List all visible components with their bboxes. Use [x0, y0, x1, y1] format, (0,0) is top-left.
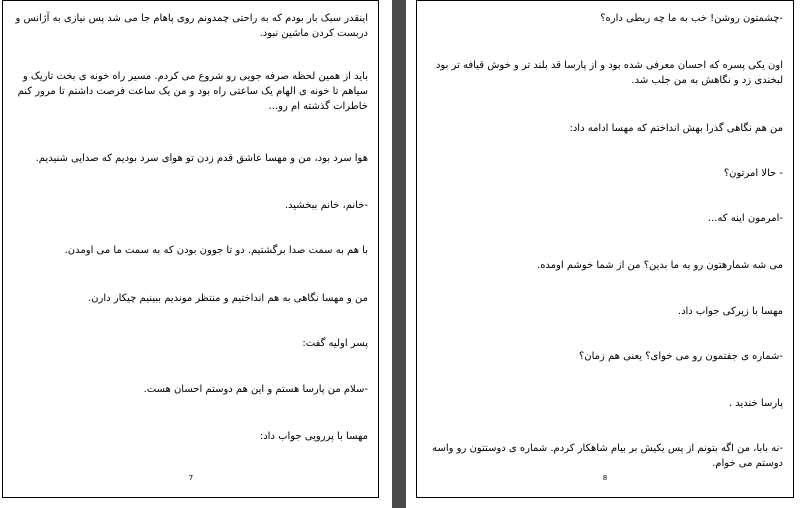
- paragraph: مهسا با زیرکی جواب داد.: [677, 306, 783, 317]
- document-page-7: [2, 0, 379, 498]
- paragraph: من هم نگاهی گذرا بهش انداختم که مهسا ادامه داد:: [569, 123, 783, 134]
- page-number: 7: [188, 474, 194, 482]
- paragraph: -شماره ی جفتمون رو می خوای؟ یعنی هم زمان؟: [578, 351, 783, 362]
- paragraph: اون یکی پسره که احسان معرفی شده بود و از پارسا قد بلند تر و خوش قیافه تر بود لبخندی زد و نگاهش به من جلب شد.: [435, 60, 783, 86]
- paragraph: پسر اولیه گفت:: [302, 338, 368, 349]
- paragraph: -سلام من پارسا هستم و این هم دوستم احسان هست.: [143, 384, 368, 395]
- paragraph: مهسا با پررویی جواب داد:: [259, 431, 368, 442]
- paragraph: اینقدر سبک بار بودم که به راحتی چمدونم روی پاهام جا می شد پس نیازی به آژانس و دربست کردن ماشین نبود.: [15, 13, 368, 39]
- page-number: 8: [602, 474, 608, 482]
- paragraph: با هم به سمت صدا برگشتیم. دو تا جوون بودن که به سمت ما می اومدن.: [64, 245, 368, 256]
- paragraph: -خانم، خانم ببخشید.: [284, 200, 368, 211]
- paragraph: باید از همین لحظه صرفه جویی رو شروع می کردم. مسیر راه خونه ی بخت تاریک و سیاهم تا خونه ی الهام یک ساعتی راه بود و من یک ساعت فرصت داشتم تا مرور کنم خاطرات گذشته ام رو...: [17, 71, 368, 112]
- document-page-8: [416, 0, 794, 498]
- paragraph: پارسا خندید .: [728, 398, 783, 409]
- paragraph: -چشمتون روشن! خب به ما چه ربطی داره؟: [600, 13, 783, 24]
- paragraph: -نه بابا، من اگه بتونم از پس یکیش بر بیام شاهکار کردم. شماره ی دوستتون رو واسه دوستم می خوام.: [432, 443, 783, 469]
- paragraph: هوا سرد بود، من و مهسا عاشق قدم زدن تو هوای سرد بودیم که صدایی شنیدیم.: [35, 153, 368, 164]
- paragraph: -امرمون اینه که...: [707, 213, 783, 224]
- paragraph: من و مهسا نگاهی به هم انداختیم و منتظر موندیم ببینیم چیکار دارن.: [88, 293, 368, 304]
- page-gutter: [392, 0, 406, 508]
- paragraph: - حالا امرتون؟: [723, 168, 783, 179]
- paragraph: می شه شمارهتون رو به ما بدین؟ من از شما خوشم اومده.: [537, 260, 783, 271]
